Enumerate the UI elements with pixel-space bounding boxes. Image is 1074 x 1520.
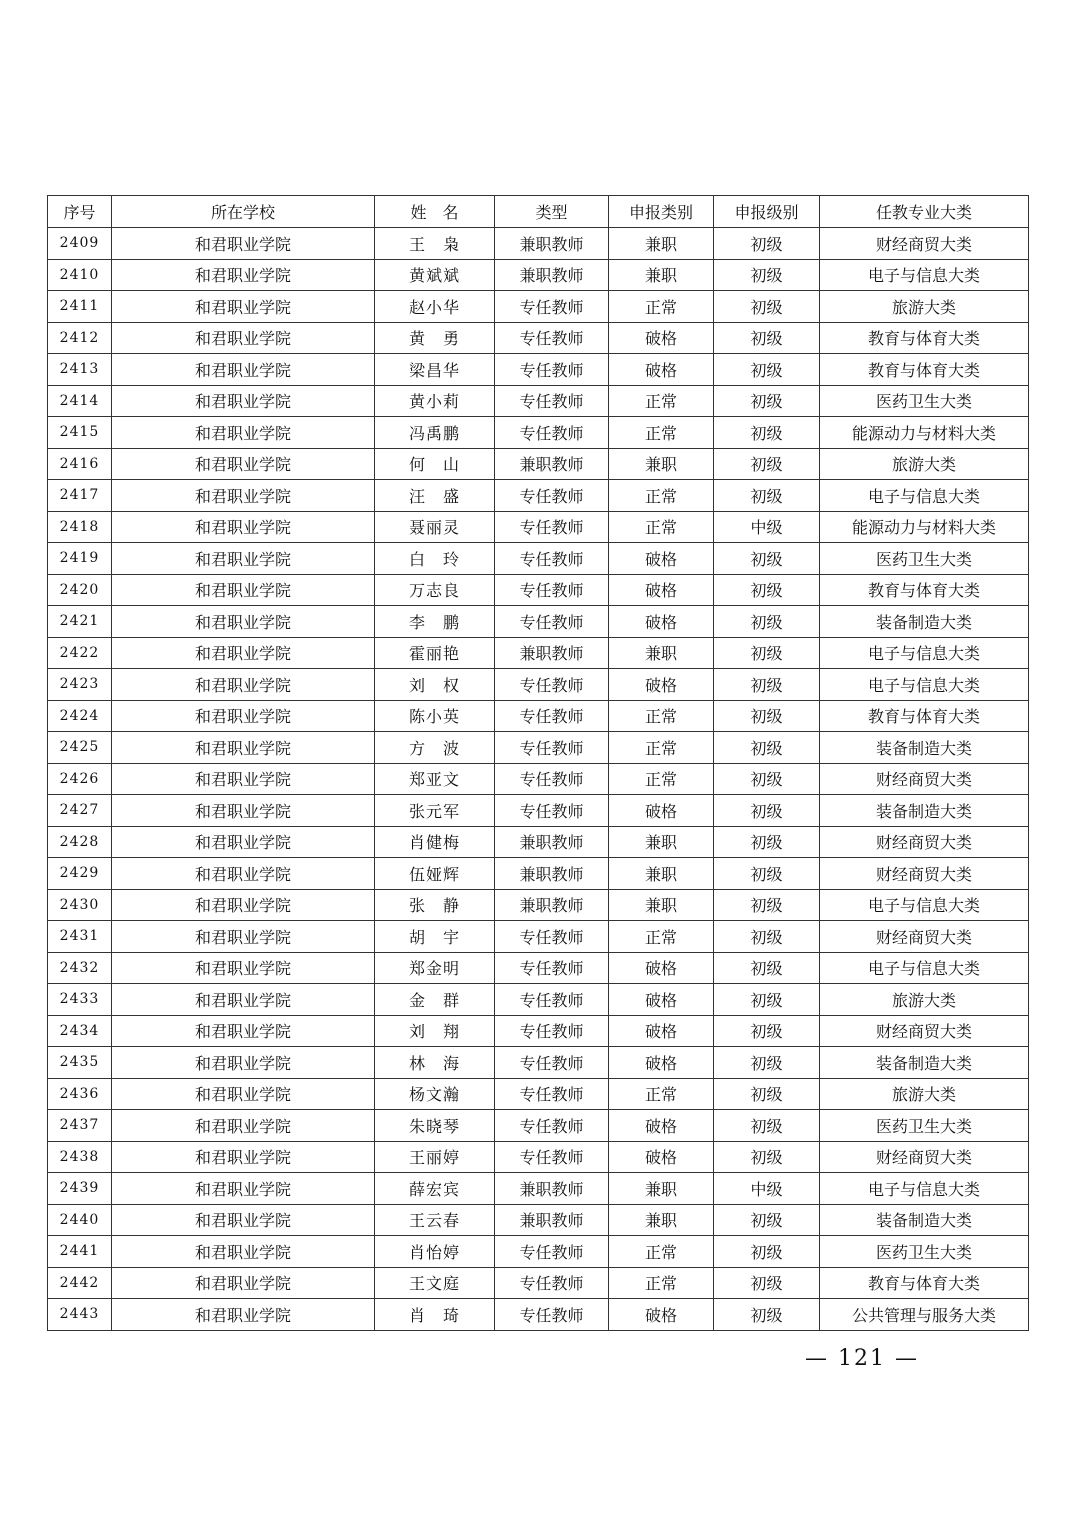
cell-major: 医药卫生大类 bbox=[820, 1110, 1029, 1142]
cell-major: 财经商贸大类 bbox=[820, 228, 1029, 260]
cell-school: 和君职业学院 bbox=[112, 1299, 375, 1331]
table-row bbox=[48, 952, 1029, 984]
table-row bbox=[48, 1236, 1029, 1268]
cell-school: 和君职业学院 bbox=[112, 1047, 375, 1079]
cell-seq: 2434 bbox=[48, 1015, 112, 1047]
cell-major: 教育与体育大类 bbox=[820, 700, 1029, 732]
table-row bbox=[48, 732, 1029, 764]
cell-seq: 2420 bbox=[48, 574, 112, 606]
cell-seq: 2435 bbox=[48, 1047, 112, 1079]
cell-category: 破格 bbox=[609, 1015, 714, 1047]
cell-major: 旅游大类 bbox=[820, 984, 1029, 1016]
cell-major: 公共管理与服务大类 bbox=[820, 1299, 1029, 1331]
cell-type: 专任教师 bbox=[495, 385, 609, 417]
cell-type: 专任教师 bbox=[495, 574, 609, 606]
cell-level: 初级 bbox=[714, 732, 820, 764]
cell-school: 和君职业学院 bbox=[112, 889, 375, 921]
cell-seq: 2433 bbox=[48, 984, 112, 1016]
cell-level: 中级 bbox=[714, 511, 820, 543]
cell-name: 黄 勇 bbox=[375, 322, 495, 354]
cell-category: 正常 bbox=[609, 1236, 714, 1268]
cell-school: 和君职业学院 bbox=[112, 1078, 375, 1110]
cell-name: 朱晓琴 bbox=[375, 1110, 495, 1142]
cell-name: 郑亚文 bbox=[375, 763, 495, 795]
cell-level: 初级 bbox=[714, 1015, 820, 1047]
header-seq: 序号 bbox=[48, 196, 112, 228]
cell-major: 医药卫生大类 bbox=[820, 1236, 1029, 1268]
cell-name: 聂丽灵 bbox=[375, 511, 495, 543]
cell-category: 兼职 bbox=[609, 637, 714, 669]
cell-name: 肖怡婷 bbox=[375, 1236, 495, 1268]
cell-type: 兼职教师 bbox=[495, 448, 609, 480]
cell-seq: 2428 bbox=[48, 826, 112, 858]
cell-school: 和君职业学院 bbox=[112, 511, 375, 543]
cell-name: 王文庭 bbox=[375, 1267, 495, 1299]
cell-type: 兼职教师 bbox=[495, 1173, 609, 1205]
cell-category: 兼职 bbox=[609, 1173, 714, 1205]
cell-name: 霍丽艳 bbox=[375, 637, 495, 669]
cell-level: 中级 bbox=[714, 1173, 820, 1205]
cell-school: 和君职业学院 bbox=[112, 763, 375, 795]
cell-school: 和君职业学院 bbox=[112, 795, 375, 827]
cell-seq: 2431 bbox=[48, 921, 112, 953]
cell-seq: 2442 bbox=[48, 1267, 112, 1299]
cell-major: 能源动力与材料大类 bbox=[820, 417, 1029, 449]
page-number: — 121 — bbox=[805, 1346, 919, 1371]
header-name: 姓 名 bbox=[375, 196, 495, 228]
cell-seq: 2443 bbox=[48, 1299, 112, 1331]
cell-type: 专任教师 bbox=[495, 984, 609, 1016]
cell-school: 和君职业学院 bbox=[112, 984, 375, 1016]
cell-type: 专任教师 bbox=[495, 1267, 609, 1299]
cell-name: 林 海 bbox=[375, 1047, 495, 1079]
cell-name: 白 玲 bbox=[375, 543, 495, 575]
cell-category: 正常 bbox=[609, 1078, 714, 1110]
cell-seq: 2422 bbox=[48, 637, 112, 669]
cell-category: 兼职 bbox=[609, 228, 714, 260]
cell-level: 初级 bbox=[714, 1236, 820, 1268]
cell-major: 医药卫生大类 bbox=[820, 543, 1029, 575]
cell-seq: 2439 bbox=[48, 1173, 112, 1205]
cell-school: 和君职业学院 bbox=[112, 1141, 375, 1173]
cell-school: 和君职业学院 bbox=[112, 574, 375, 606]
cell-major: 财经商贸大类 bbox=[820, 1015, 1029, 1047]
cell-school: 和君职业学院 bbox=[112, 322, 375, 354]
cell-school: 和君职业学院 bbox=[112, 669, 375, 701]
cell-name: 胡 宇 bbox=[375, 921, 495, 953]
cell-school: 和君职业学院 bbox=[112, 637, 375, 669]
cell-seq: 2410 bbox=[48, 259, 112, 291]
cell-category: 破格 bbox=[609, 795, 714, 827]
cell-level: 初级 bbox=[714, 984, 820, 1016]
cell-category: 破格 bbox=[609, 1141, 714, 1173]
table-row bbox=[48, 637, 1029, 669]
cell-type: 专任教师 bbox=[495, 952, 609, 984]
table-row bbox=[48, 984, 1029, 1016]
cell-level: 初级 bbox=[714, 1110, 820, 1142]
cell-type: 专任教师 bbox=[495, 795, 609, 827]
cell-name: 黄小莉 bbox=[375, 385, 495, 417]
cell-category: 破格 bbox=[609, 669, 714, 701]
table-row bbox=[48, 543, 1029, 575]
cell-type: 专任教师 bbox=[495, 543, 609, 575]
cell-major: 装备制造大类 bbox=[820, 795, 1029, 827]
cell-school: 和君职业学院 bbox=[112, 291, 375, 323]
cell-school: 和君职业学院 bbox=[112, 1267, 375, 1299]
cell-major: 电子与信息大类 bbox=[820, 889, 1029, 921]
cell-type: 兼职教师 bbox=[495, 1204, 609, 1236]
cell-category: 破格 bbox=[609, 543, 714, 575]
cell-major: 教育与体育大类 bbox=[820, 354, 1029, 386]
cell-major: 财经商贸大类 bbox=[820, 921, 1029, 953]
cell-seq: 2423 bbox=[48, 669, 112, 701]
cell-seq: 2430 bbox=[48, 889, 112, 921]
table-body bbox=[48, 228, 1029, 1331]
cell-major: 教育与体育大类 bbox=[820, 574, 1029, 606]
cell-level: 初级 bbox=[714, 354, 820, 386]
cell-school: 和君职业学院 bbox=[112, 543, 375, 575]
cell-type: 专任教师 bbox=[495, 1236, 609, 1268]
header-application-category: 申报类别 bbox=[609, 196, 714, 228]
cell-level: 初级 bbox=[714, 1299, 820, 1331]
header-application-level: 申报级别 bbox=[714, 196, 820, 228]
cell-school: 和君职业学院 bbox=[112, 480, 375, 512]
cell-major: 电子与信息大类 bbox=[820, 952, 1029, 984]
cell-major: 电子与信息大类 bbox=[820, 259, 1029, 291]
cell-level: 初级 bbox=[714, 259, 820, 291]
cell-name: 王云春 bbox=[375, 1204, 495, 1236]
cell-type: 专任教师 bbox=[495, 354, 609, 386]
cell-level: 初级 bbox=[714, 669, 820, 701]
cell-name: 薛宏宾 bbox=[375, 1173, 495, 1205]
cell-category: 正常 bbox=[609, 732, 714, 764]
cell-type: 专任教师 bbox=[495, 511, 609, 543]
cell-level: 初级 bbox=[714, 385, 820, 417]
table-row bbox=[48, 385, 1029, 417]
cell-seq: 2414 bbox=[48, 385, 112, 417]
cell-level: 初级 bbox=[714, 952, 820, 984]
cell-seq: 2417 bbox=[48, 480, 112, 512]
cell-name: 张元军 bbox=[375, 795, 495, 827]
cell-seq: 2438 bbox=[48, 1141, 112, 1173]
cell-school: 和君职业学院 bbox=[112, 228, 375, 260]
cell-level: 初级 bbox=[714, 574, 820, 606]
cell-major: 财经商贸大类 bbox=[820, 826, 1029, 858]
cell-level: 初级 bbox=[714, 417, 820, 449]
cell-category: 兼职 bbox=[609, 889, 714, 921]
cell-seq: 2437 bbox=[48, 1110, 112, 1142]
table-row bbox=[48, 795, 1029, 827]
cell-school: 和君职业学院 bbox=[112, 700, 375, 732]
table-row bbox=[48, 1204, 1029, 1236]
cell-major: 财经商贸大类 bbox=[820, 763, 1029, 795]
cell-level: 初级 bbox=[714, 795, 820, 827]
header-type: 类型 bbox=[495, 196, 609, 228]
cell-name: 黄斌斌 bbox=[375, 259, 495, 291]
cell-name: 李 鹏 bbox=[375, 606, 495, 638]
cell-major: 电子与信息大类 bbox=[820, 637, 1029, 669]
table-row bbox=[48, 921, 1029, 953]
cell-category: 正常 bbox=[609, 480, 714, 512]
table-row bbox=[48, 1173, 1029, 1205]
cell-category: 兼职 bbox=[609, 826, 714, 858]
cell-major: 教育与体育大类 bbox=[820, 322, 1029, 354]
table-row bbox=[48, 1267, 1029, 1299]
cell-type: 专任教师 bbox=[495, 1047, 609, 1079]
cell-name: 何 山 bbox=[375, 448, 495, 480]
cell-major: 能源动力与材料大类 bbox=[820, 511, 1029, 543]
cell-category: 兼职 bbox=[609, 858, 714, 890]
table-row bbox=[48, 1078, 1029, 1110]
cell-type: 专任教师 bbox=[495, 1078, 609, 1110]
cell-name: 杨文瀚 bbox=[375, 1078, 495, 1110]
cell-type: 专任教师 bbox=[495, 669, 609, 701]
cell-school: 和君职业学院 bbox=[112, 385, 375, 417]
cell-type: 兼职教师 bbox=[495, 889, 609, 921]
cell-level: 初级 bbox=[714, 543, 820, 575]
table-row bbox=[48, 763, 1029, 795]
cell-seq: 2416 bbox=[48, 448, 112, 480]
cell-seq: 2441 bbox=[48, 1236, 112, 1268]
cell-name: 伍娅辉 bbox=[375, 858, 495, 890]
cell-seq: 2415 bbox=[48, 417, 112, 449]
table-row bbox=[48, 606, 1029, 638]
table-row bbox=[48, 511, 1029, 543]
table-header-row bbox=[48, 196, 1029, 228]
cell-name: 梁昌华 bbox=[375, 354, 495, 386]
cell-category: 正常 bbox=[609, 385, 714, 417]
cell-name: 金 群 bbox=[375, 984, 495, 1016]
cell-seq: 2425 bbox=[48, 732, 112, 764]
header-school: 所在学校 bbox=[112, 196, 375, 228]
table-row bbox=[48, 448, 1029, 480]
cell-school: 和君职业学院 bbox=[112, 858, 375, 890]
cell-seq: 2409 bbox=[48, 228, 112, 260]
cell-category: 破格 bbox=[609, 984, 714, 1016]
cell-category: 兼职 bbox=[609, 448, 714, 480]
cell-seq: 2432 bbox=[48, 952, 112, 984]
cell-level: 初级 bbox=[714, 228, 820, 260]
cell-major: 医药卫生大类 bbox=[820, 385, 1029, 417]
cell-category: 破格 bbox=[609, 952, 714, 984]
cell-level: 初级 bbox=[714, 826, 820, 858]
cell-type: 兼职教师 bbox=[495, 637, 609, 669]
cell-school: 和君职业学院 bbox=[112, 921, 375, 953]
table-row bbox=[48, 858, 1029, 890]
cell-level: 初级 bbox=[714, 1141, 820, 1173]
cell-seq: 2412 bbox=[48, 322, 112, 354]
table-row bbox=[48, 480, 1029, 512]
cell-school: 和君职业学院 bbox=[112, 417, 375, 449]
cell-name: 陈小英 bbox=[375, 700, 495, 732]
cell-major: 装备制造大类 bbox=[820, 606, 1029, 638]
table-row bbox=[48, 1110, 1029, 1142]
header-major-category: 任教专业大类 bbox=[820, 196, 1029, 228]
cell-category: 破格 bbox=[609, 1047, 714, 1079]
cell-major: 教育与体育大类 bbox=[820, 1267, 1029, 1299]
cell-seq: 2418 bbox=[48, 511, 112, 543]
cell-name: 刘 翔 bbox=[375, 1015, 495, 1047]
cell-category: 破格 bbox=[609, 574, 714, 606]
cell-name: 王丽婷 bbox=[375, 1141, 495, 1173]
cell-name: 赵小华 bbox=[375, 291, 495, 323]
cell-category: 正常 bbox=[609, 417, 714, 449]
cell-major: 财经商贸大类 bbox=[820, 1141, 1029, 1173]
cell-name: 刘 权 bbox=[375, 669, 495, 701]
cell-category: 兼职 bbox=[609, 259, 714, 291]
cell-name: 肖 琦 bbox=[375, 1299, 495, 1331]
cell-level: 初级 bbox=[714, 858, 820, 890]
table-row bbox=[48, 574, 1029, 606]
cell-school: 和君职业学院 bbox=[112, 259, 375, 291]
cell-level: 初级 bbox=[714, 606, 820, 638]
cell-level: 初级 bbox=[714, 700, 820, 732]
cell-major: 旅游大类 bbox=[820, 1078, 1029, 1110]
cell-seq: 2421 bbox=[48, 606, 112, 638]
cell-type: 专任教师 bbox=[495, 1015, 609, 1047]
cell-type: 专任教师 bbox=[495, 1110, 609, 1142]
cell-category: 正常 bbox=[609, 291, 714, 323]
cell-category: 破格 bbox=[609, 1299, 714, 1331]
cell-major: 电子与信息大类 bbox=[820, 1173, 1029, 1205]
cell-level: 初级 bbox=[714, 637, 820, 669]
cell-major: 电子与信息大类 bbox=[820, 669, 1029, 701]
cell-level: 初级 bbox=[714, 1047, 820, 1079]
cell-school: 和君职业学院 bbox=[112, 1110, 375, 1142]
cell-seq: 2424 bbox=[48, 700, 112, 732]
cell-type: 专任教师 bbox=[495, 732, 609, 764]
cell-level: 初级 bbox=[714, 763, 820, 795]
cell-school: 和君职业学院 bbox=[112, 606, 375, 638]
table-row bbox=[48, 322, 1029, 354]
cell-category: 破格 bbox=[609, 354, 714, 386]
table-row bbox=[48, 417, 1029, 449]
cell-seq: 2419 bbox=[48, 543, 112, 575]
cell-school: 和君职业学院 bbox=[112, 1236, 375, 1268]
cell-school: 和君职业学院 bbox=[112, 448, 375, 480]
cell-seq: 2440 bbox=[48, 1204, 112, 1236]
cell-type: 专任教师 bbox=[495, 921, 609, 953]
cell-seq: 2427 bbox=[48, 795, 112, 827]
cell-level: 初级 bbox=[714, 448, 820, 480]
cell-type: 专任教师 bbox=[495, 606, 609, 638]
cell-seq: 2436 bbox=[48, 1078, 112, 1110]
cell-name: 汪 盛 bbox=[375, 480, 495, 512]
teacher-list-table bbox=[47, 195, 1029, 1331]
cell-category: 正常 bbox=[609, 1267, 714, 1299]
table-row bbox=[48, 700, 1029, 732]
table-row bbox=[48, 669, 1029, 701]
cell-school: 和君职业学院 bbox=[112, 1173, 375, 1205]
cell-level: 初级 bbox=[714, 291, 820, 323]
cell-type: 专任教师 bbox=[495, 1299, 609, 1331]
cell-school: 和君职业学院 bbox=[112, 354, 375, 386]
cell-category: 正常 bbox=[609, 511, 714, 543]
cell-type: 兼职教师 bbox=[495, 858, 609, 890]
cell-seq: 2411 bbox=[48, 291, 112, 323]
cell-name: 王 枭 bbox=[375, 228, 495, 260]
cell-category: 破格 bbox=[609, 322, 714, 354]
cell-category: 破格 bbox=[609, 1110, 714, 1142]
cell-level: 初级 bbox=[714, 322, 820, 354]
cell-major: 装备制造大类 bbox=[820, 1204, 1029, 1236]
cell-type: 专任教师 bbox=[495, 1141, 609, 1173]
cell-name: 肖健梅 bbox=[375, 826, 495, 858]
cell-school: 和君职业学院 bbox=[112, 1204, 375, 1236]
cell-major: 装备制造大类 bbox=[820, 732, 1029, 764]
cell-seq: 2413 bbox=[48, 354, 112, 386]
cell-major: 电子与信息大类 bbox=[820, 480, 1029, 512]
cell-type: 专任教师 bbox=[495, 480, 609, 512]
cell-type: 专任教师 bbox=[495, 700, 609, 732]
table-row bbox=[48, 259, 1029, 291]
table-row bbox=[48, 1047, 1029, 1079]
cell-name: 张 静 bbox=[375, 889, 495, 921]
cell-level: 初级 bbox=[714, 1078, 820, 1110]
cell-category: 破格 bbox=[609, 606, 714, 638]
table-row bbox=[48, 1299, 1029, 1331]
cell-level: 初级 bbox=[714, 1267, 820, 1299]
cell-name: 方 波 bbox=[375, 732, 495, 764]
cell-seq: 2426 bbox=[48, 763, 112, 795]
cell-level: 初级 bbox=[714, 480, 820, 512]
cell-name: 冯禹鹏 bbox=[375, 417, 495, 449]
table-row bbox=[48, 826, 1029, 858]
cell-type: 专任教师 bbox=[495, 417, 609, 449]
cell-seq: 2429 bbox=[48, 858, 112, 890]
table-row bbox=[48, 1015, 1029, 1047]
table-row bbox=[48, 228, 1029, 260]
cell-school: 和君职业学院 bbox=[112, 732, 375, 764]
table-row bbox=[48, 1141, 1029, 1173]
table-row bbox=[48, 889, 1029, 921]
cell-type: 专任教师 bbox=[495, 763, 609, 795]
cell-type: 专任教师 bbox=[495, 322, 609, 354]
cell-major: 旅游大类 bbox=[820, 291, 1029, 323]
cell-category: 正常 bbox=[609, 763, 714, 795]
cell-major: 财经商贸大类 bbox=[820, 858, 1029, 890]
cell-level: 初级 bbox=[714, 1204, 820, 1236]
cell-category: 正常 bbox=[609, 921, 714, 953]
cell-level: 初级 bbox=[714, 921, 820, 953]
cell-type: 兼职教师 bbox=[495, 259, 609, 291]
cell-major: 装备制造大类 bbox=[820, 1047, 1029, 1079]
cell-name: 郑金明 bbox=[375, 952, 495, 984]
cell-type: 兼职教师 bbox=[495, 826, 609, 858]
cell-school: 和君职业学院 bbox=[112, 1015, 375, 1047]
cell-school: 和君职业学院 bbox=[112, 826, 375, 858]
cell-level: 初级 bbox=[714, 889, 820, 921]
cell-name: 万志良 bbox=[375, 574, 495, 606]
cell-category: 兼职 bbox=[609, 1204, 714, 1236]
table-row bbox=[48, 291, 1029, 323]
table-row bbox=[48, 354, 1029, 386]
cell-major: 旅游大类 bbox=[820, 448, 1029, 480]
cell-type: 兼职教师 bbox=[495, 228, 609, 260]
cell-type: 专任教师 bbox=[495, 291, 609, 323]
cell-school: 和君职业学院 bbox=[112, 952, 375, 984]
cell-category: 正常 bbox=[609, 700, 714, 732]
